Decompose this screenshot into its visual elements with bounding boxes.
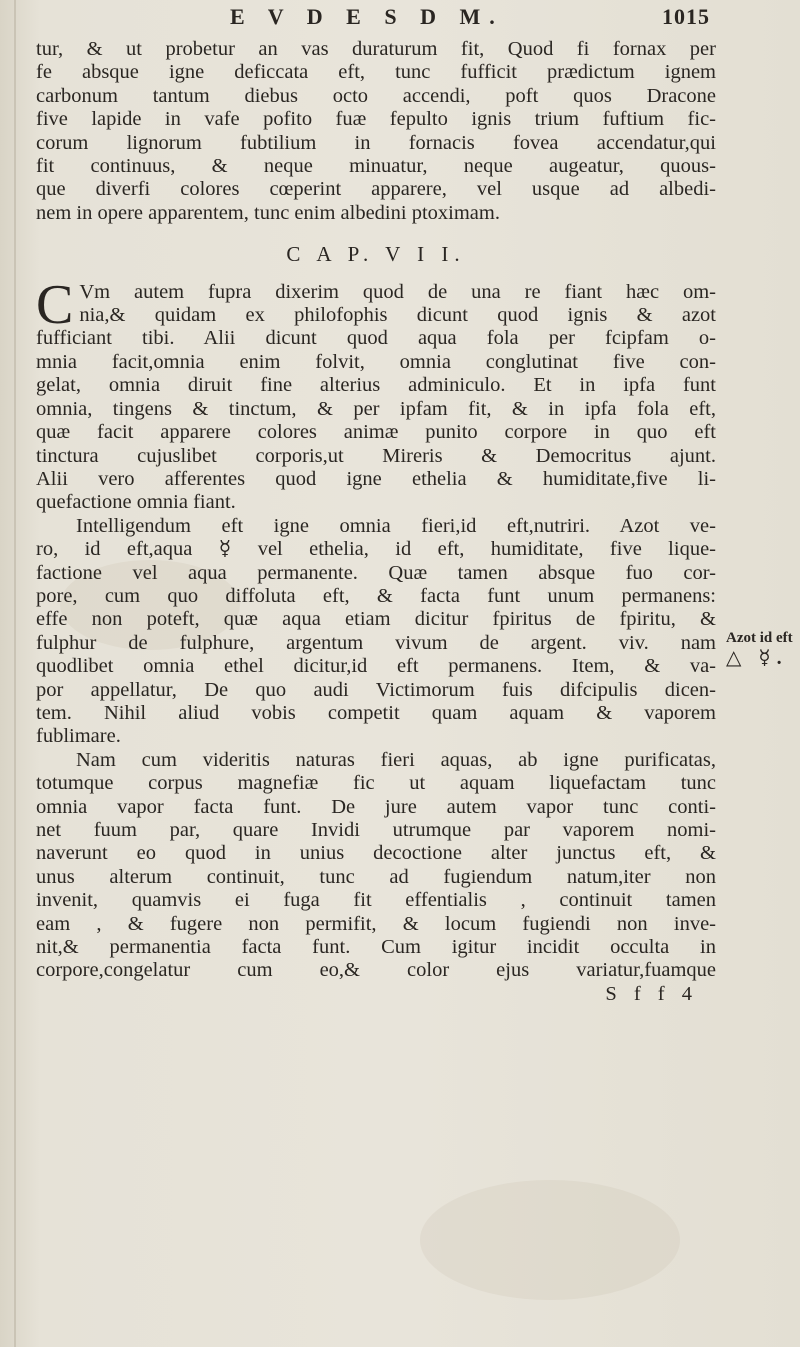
alchemical-symbols: △ ☿. bbox=[726, 647, 788, 669]
text-line: nem in opere apparentem, tunc enim albedini ptoximam. bbox=[36, 201, 500, 224]
text-line: fe absque igne deficcata eft, tunc fufficit prædictum ignem bbox=[36, 61, 716, 84]
text-line: ro, id eft,aqua ☿ vel ethelia, id eft, humiditate, five lique- bbox=[36, 538, 716, 561]
paragraph-1 bbox=[36, 38, 716, 225]
signature-mark: S f f 4 bbox=[605, 982, 698, 1005]
text-line: carbonum tantum diebus octo accendi, poft quos Dracone bbox=[36, 84, 716, 107]
running-head bbox=[230, 4, 710, 34]
text-line: fufficiant tibi. Alii dicunt quod aqua fola per fcipfam o- bbox=[36, 327, 716, 350]
marginal-note-text: Azot id eft bbox=[726, 630, 793, 646]
text-line: por appellatur, De quo audi Victimorum fuis difcipulis dicen- bbox=[36, 678, 716, 701]
page-number: 1015 bbox=[662, 4, 710, 29]
text-line: gelat, omnia diruit fine alterius adminiculo. Et in ipfa funt bbox=[36, 374, 716, 397]
running-title: E V D E S D M. bbox=[230, 4, 504, 29]
paragraph-4 bbox=[36, 749, 716, 983]
text-line: corum lignorum fubtilium in fornacis fovea accendatur,qui bbox=[36, 131, 716, 154]
text-line: tinctura cujuslibet corporis,ut Mireris & Democritus ajunt. bbox=[36, 444, 716, 467]
text-line: unus alterum continuit, tunc ad fugiendum natum,iter non bbox=[36, 865, 716, 888]
text-line: que diverfi colores cœperint apparere, vel usque ad albedi- bbox=[36, 178, 716, 201]
chapter-heading: C A P. V I I. bbox=[286, 242, 466, 267]
text-line: naverunt eo quod in unius decoctione alter junctus eft, & bbox=[36, 842, 716, 865]
marginal-note bbox=[726, 628, 800, 668]
text-line: Nam cum videritis naturas fieri aquas, ab igne purificatas, bbox=[76, 748, 716, 771]
body-text bbox=[36, 38, 716, 1006]
text-line: Vm autem fupra dixerim quod de una re fiant hæc om- bbox=[79, 280, 716, 303]
page-gutter bbox=[14, 0, 16, 1347]
text-line: tur, & ut probetur an vas duraturum fit, Quod fi fornax per bbox=[36, 38, 716, 60]
text-line: totumque corpus magnefiæ fic ut aquam liquefactam tunc bbox=[36, 772, 716, 795]
text-line: fit continuus, & neque minuatur, neque augeatur, quous- bbox=[36, 155, 716, 178]
text-line: fublimare. bbox=[36, 725, 121, 748]
text-line: mnia facit,omnia enim folvit, omnia conglutinat five con- bbox=[36, 350, 716, 373]
text-line: nia,& quidam ex philofophis dicunt quod ignis & azot bbox=[79, 304, 716, 327]
text-line: nit,& permanentia facta funt. Cum igitur incidit occulta in bbox=[36, 936, 716, 959]
text-line: eam , & fugere non permifit, & locum fugiendi non inve- bbox=[36, 912, 716, 935]
text-line: omnia, tingens & tinctum, & per ipfam fit, & in ipfa fola eft, bbox=[36, 397, 716, 420]
text-line: net fuum par, quare Invidi utrumque par vaporem nomi- bbox=[36, 819, 716, 841]
text-line: effe non poteft, quæ aqua etiam dicitur fpiritus de fpiritu, & bbox=[36, 608, 716, 631]
text-line: quefactione omnia fiant. bbox=[36, 491, 236, 514]
drop-cap: C bbox=[36, 273, 74, 336]
text-line: Alii vero afferentes quod igne ethelia & humiditate,five li- bbox=[36, 467, 716, 490]
paper-stain bbox=[420, 1180, 680, 1300]
text-line: fulphur de fulphure, argentum vivum de argent. viv. nam bbox=[36, 631, 716, 654]
text-line: invenit, quamvis ei fuga fit effentialis , continuit tamen bbox=[36, 889, 716, 912]
text-line: factione vel aqua permanente. Quæ tamen absque fuo cor- bbox=[36, 561, 716, 584]
paragraph-2 bbox=[36, 273, 716, 515]
text-line: omnia vapor facta funt. De jure autem vapor tunc conti- bbox=[36, 795, 716, 818]
text-line: corpore,congelatur cum eo,& color ejus variatur,fuamque bbox=[36, 959, 716, 982]
text-line: five lapide in vafe pofito fuæ fepulto ignis trium fuftium fic- bbox=[36, 108, 716, 131]
text-line: quæ facit apparere colores animæ punito corpore in quo eft bbox=[36, 421, 716, 444]
paragraph-3 bbox=[36, 515, 716, 749]
text-line: Intelligendum eft igne omnia fieri,id eft,nutriri. Azot ve- bbox=[76, 514, 716, 537]
text-line: quodlibet omnia ethel dicitur,id eft permanens. Item, & va- bbox=[36, 655, 716, 678]
text-line: tem. Nihil aliud vobis competit quam aquam & vaporem bbox=[36, 701, 716, 724]
text-line: pore, cum quo diffoluta eft, & facta funt unum permanens: bbox=[36, 584, 716, 607]
